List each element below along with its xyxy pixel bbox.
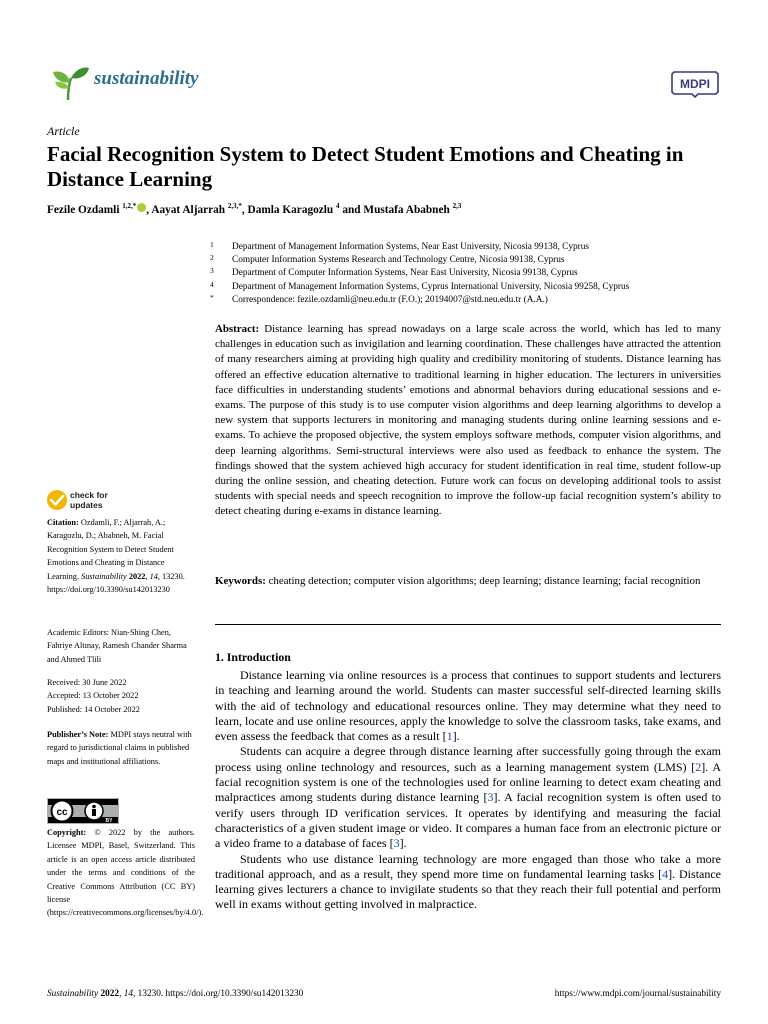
author-separator: , (241, 203, 248, 216)
paragraph: Students who use distance learning technology are more engaged than those who take a more traditional approach, and as a result, they spend more time on fundamental learning tasks [4]. Distance learning gives lecturers a chance to invigilate students so that they reach their full potential and perform well in exams without getting involved in malpractice. (215, 851, 722, 912)
published-date: Published: 14 October 2022 (47, 704, 140, 714)
orcid-icon[interactable] (137, 203, 146, 212)
publication-dates (47, 676, 197, 716)
article-type: Article (47, 124, 80, 138)
author-name[interactable]: Aayat Aljarrah (151, 203, 226, 216)
citation-label: Citation: (47, 518, 79, 527)
paragraph: Students can acquire a degree through distance learning after successfully going through the exam process using online technology and resources, such as a learning management system (LMS) [2]. A facial recognition system is one of the technologies used for online learning to detect exam cheating and malpractices among students during distance learning [3]. A facial recognition system is often used to verify users through ID verification services. It operates by identifying and measuring the facial characteristics of a given student image or video. It compares a human face from an electronic picture or a video frame to a database of faces [3]. (215, 744, 722, 851)
introduction-body (215, 668, 721, 913)
affiliation-list (210, 241, 730, 307)
publisher-note: Publisher’s Note: MDPI stays neutral with regard to jurisdictional claims in published maps and institutional affiliations. (47, 730, 192, 766)
citation-doi-link[interactable]: 13230. https://doi.org/10.3390/su142013230 (47, 571, 185, 595)
check-updates-line1: check for (70, 490, 108, 500)
article-title: Facial Recognition System to Detect Student Emotions and Cheating in Distance Learning (47, 142, 684, 191)
copyright: Copyright: © 2022 by the authors. Licensee MDPI, Basel, Switzerland. This article is an open access article distributed under the terms and conditions of the Creative Commons Attribution (CC BY) license (https://creativecommons.org/licenses/by/4.0/). (47, 828, 204, 918)
svg-text:BY: BY (105, 818, 113, 824)
check-for-updates-icon (46, 489, 68, 511)
svg-text:MDPI: MDPI (680, 77, 710, 91)
footer-doi-link[interactable]: , 13230. https://doi.org/10.3390/su142013230 (133, 989, 304, 999)
reference-link[interactable]: 3 (393, 836, 400, 851)
affiliation-item: 2 Computer Information Systems Research and Technology Centre, Nicosia 99138, Cyprus (210, 253, 565, 266)
author-list (47, 202, 727, 216)
check-updates-line2: updates (70, 499, 103, 510)
publisher-note-label: Publisher’s Note: (47, 730, 109, 739)
reference-link[interactable]: 1 (446, 729, 453, 744)
abstract (215, 322, 721, 520)
academic-editors: Academic Editors: Nian-Shing Chen, Fahriye Altınay, Ramesh Chander Sharma and Ahmed Tlili (47, 628, 187, 664)
correspondence: * Correspondence: fezile.ozdamli@neu.edu.tr (F.O.); 20194007@std.neu.edu.tr (A.A.) (210, 292, 548, 305)
paragraph: Distance learning via online resources is a process that continues to support students and lecturers in teaching and learning around the world. Students can master successful self-directed learning skills with the aid of technology and educational resources online. They may determine what they need to learn, locate and use online resources, apply the knowledge to solve the classroom tasks, take exams, and even assess the feedback that comes as a result [1]. (215, 668, 721, 744)
mdpi-logo (670, 70, 720, 98)
accepted-date: Accepted: 13 October 2022 (47, 691, 139, 701)
abstract-text: Distance learning has spread nowadays on a large scale across the world, which has led to many challenges in education such as invigilation and learning coordination. These challenges have attracted the attention of many researchers aiming at providing high quality and credibility monitoring of students. Distance learning has offered an effective education alternative to traditional learning in higher education. The lecturers in universities face difficulties in understanding students’ emotions and abnormal behaviors during educational sessions and e-exams. The purpose of this study is to use computer vision algorithms and deep learning algorithms to develop a new system that supports lecturers in monitoring and managing students during online learning sessions and e-exams. To achieve the proposed objective, the system employs software methods, computer vision algorithms, and deep learning algorithms. Semi-structural interviews were also used as feedback to enhance the system. The findings showed that the system achieved high accuracy for student identification in real time, student follow-up during the online session, and cheating detection. Future work can focus on developing additional tools to assist students with special needs and speech recognition to improve the follow-up facial recognition system’s ability to detect cheating during e-exams in distance learning. (215, 323, 721, 518)
author-name[interactable]: Fezile Ozdamli (47, 203, 120, 216)
footer-journal-url[interactable]: https://www.mdpi.com/journal/sustainability (554, 989, 721, 999)
affiliation-item: 3 Department of Computer Information Systems, Near East University, Nicosia 99138, Cyprus (210, 266, 578, 279)
section-heading: 1. Introduction (215, 650, 291, 664)
divider (215, 624, 721, 625)
reference-link[interactable]: 3 (487, 790, 494, 805)
affiliation-item: 1 Department of Management Information Systems, Near East University, Nicosia 99138, Cyprus (210, 240, 589, 252)
author-affil-marker: 1,2,* (122, 202, 137, 210)
author-affil-marker: 4 (336, 202, 340, 210)
reference-link[interactable]: 2 (695, 759, 702, 774)
svg-text:cc: cc (56, 807, 68, 818)
journal-name: sustainability (94, 68, 199, 89)
abstract-label: Abstract: (215, 323, 260, 335)
cc-by-icon[interactable] (47, 798, 119, 824)
check-for-updates-button[interactable] (46, 489, 136, 513)
author-affil-marker: 2,3 (452, 202, 462, 210)
keywords-text: cheating detection; computer vision algorithms; deep learning; distance learning; facial recognition (268, 575, 701, 587)
author-name[interactable]: Mustafa Ababneh (363, 203, 450, 216)
author-separator: , (146, 203, 152, 216)
citation: Citation: Ozdamli, F.; Aljarrah, A.; Karagozlu, D.; Ababneh, M. Facial Recognition System to Detect Student Emotions and Cheating in Distance Learning. Sustainability 2022, 14, 13230. https://doi.org/10.3390/su142013230 (47, 518, 185, 595)
copyright-label: Copyright: (47, 828, 87, 837)
author-name[interactable]: Damla Karagozlu (247, 203, 334, 216)
author-separator: and (339, 203, 364, 216)
received-date: Received: 30 June 2022 (47, 678, 127, 687)
keywords (215, 574, 721, 589)
sprout-icon (47, 62, 91, 102)
affiliation-item: 4 Department of Management Information Systems, Cyprus International University, Nicosia 99258, Cyprus (210, 279, 630, 292)
keywords-label: Keywords: (215, 575, 266, 587)
author-affil-marker: 2,3,* (227, 202, 242, 210)
reference-link[interactable]: 4 (662, 866, 669, 881)
footer-citation: Sustainability 2022, 14, 13230. https://doi.org/10.3390/su142013230 (47, 989, 304, 999)
